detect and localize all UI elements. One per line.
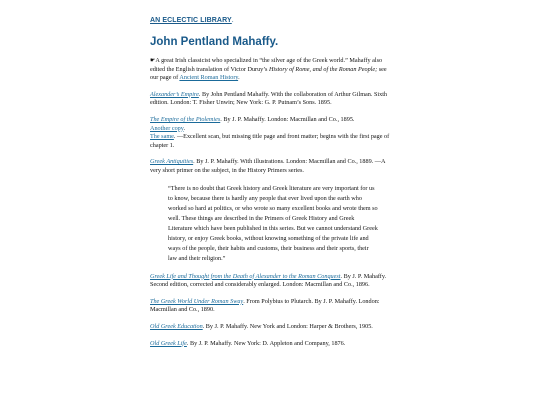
book-description: . By J. P. Mahaffy. New York and London: Harper & Brothers, 1905. [202, 322, 373, 330]
book-entry [150, 91, 390, 108]
pointing-hand-icon: ☛ [150, 57, 156, 64]
book-link-old-greek-life[interactable]: Old Greek Life [150, 339, 187, 347]
roman-history-link[interactable]: Ancient Roman History [179, 74, 239, 82]
intro-text-2: see our page of [150, 65, 387, 82]
another-copy-link[interactable]: Another copy [150, 124, 184, 132]
book-link-old-greek-education[interactable]: Old Greek Education [150, 322, 203, 330]
intro-book-title: History of Rome, and of the Roman People; [268, 65, 378, 73]
book-entry [150, 273, 390, 290]
intro-paragraph [150, 57, 390, 83]
book-description: . By J. P. Mahaffy. Second edition, corrected and considerably enlarged. London: Macmillan and Co., 1896. [150, 272, 387, 289]
book-entry [150, 340, 390, 349]
site-link-dot: . [231, 17, 234, 24]
page-title: John Pentland Mahaffy. [150, 36, 279, 48]
another-copy-dot: . [183, 124, 185, 132]
book-entry [150, 323, 390, 332]
book-description: . By J. P. Mahaffy. London: Macmillan and Co., 1895. [220, 115, 355, 123]
intro-text-3: . [238, 74, 240, 82]
book-description: . By John Pentland Mahaffy. With the collaboration of Arthur Gilman. Sixth edition. London: T. Fisher Unwin; New York: G. P. Putnam’s Sons. 1895. [150, 90, 388, 107]
book-link-alexanders-empire[interactable]: Alexander’s Empire [150, 90, 199, 98]
site-home-link[interactable]: AN ECLECTIC LIBRARY [150, 17, 232, 24]
page-content [150, 9, 390, 356]
book-link-greek-antiquities[interactable]: Greek Antiquities [150, 158, 194, 166]
same-copy-note: . —Excellent scan, but missing title page and front matter; begins with the first page of chapter 1. [150, 133, 390, 149]
site-header [150, 9, 390, 27]
book-link-greek-life-and-thought[interactable]: Greek Life and Thought from the Death of Alexander to the Roman Conquest [150, 272, 341, 280]
book-entry [150, 158, 390, 175]
blockquote: “There is no doubt that Greek history and Greek literature are very important for us to know, because there is hardly any people that ever lived upon the earth who worked so hard at politics, or who wrote so many excellent books and wrote them so well. These things are described in the Primers of Greek History and Greek Literature which have been published in this series. But we cannot understand Greek history, or enjoy Greek books, without knowing something of the private life and ways of the people, their habits and customs, their business and their sports, their law and their religion.” [168, 184, 378, 262]
same-copy-link[interactable]: The same [150, 133, 174, 141]
book-entry [150, 116, 390, 150]
book-entry [150, 298, 390, 315]
book-link-greek-world-under-roman-sway[interactable]: The Greek World Under Roman Sway [150, 297, 244, 305]
book-link-empire-of-the-ptolemies[interactable]: The Empire of the Ptolemies [150, 115, 221, 123]
book-description: . By J. P. Mahaffy. New York: D. Appleton and Company, 1876. [186, 339, 346, 347]
book-description: . From Polybius to Plutarch. By J. P. Mahaffy. London: Macmillan and Co., 1890. [150, 297, 380, 314]
book-description: . By J. P. Mahaffy. With illustrations. London: Macmillan and Co., 1889. —A very short primer on the subject, in the History Primers series. [150, 158, 386, 174]
intro-text-1: A great Irish classicist who specialized in “the silver age of the Greek world.” Mahaffy also edited the English translation of Victor Duruy’s [150, 57, 383, 73]
